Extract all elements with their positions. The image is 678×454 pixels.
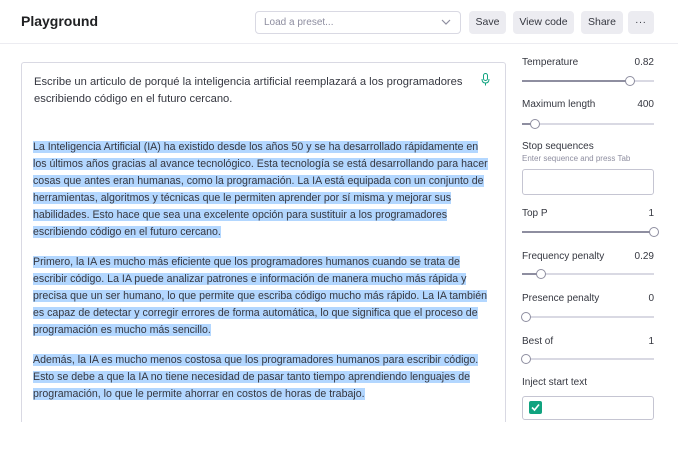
presence-penalty-label: Presence penalty [522,293,600,304]
slider-handle[interactable] [649,227,659,237]
completion-paragraph-1 [33,139,493,241]
frequency-penalty-value[interactable]: 0.29 [634,251,654,262]
frequency-penalty-slider[interactable] [522,273,654,275]
share-button[interactable]: Share [581,11,623,34]
preset-select[interactable] [255,11,461,34]
stop-sequences-input[interactable] [522,169,654,195]
slider-fill [522,80,630,82]
inject-start-checkbox[interactable] [529,401,542,414]
frequency-penalty-label: Frequency penalty [522,251,605,262]
presence-penalty-value[interactable]: 0 [648,293,654,304]
temperature-slider[interactable] [522,80,654,82]
max-length-value[interactable]: 400 [637,99,654,110]
selected-text: Primero, la IA es mucho más eficiente que los programadores humanos cuando se trata de escribir código. La IA puede analizar patrones e información de manera mucho más rápida y precisa que un ser humano, lo que permite que escriba código mucho más rápido. La IA también es capaz de detectar y corregir errores de forma automática, lo que significa que el proceso de programación es mucho más sencillo. [33,256,488,336]
prompt-editor[interactable] [21,62,506,422]
slider-handle[interactable] [530,119,540,129]
slider-handle[interactable] [536,269,546,279]
view-code-button[interactable]: View code [513,11,574,34]
best-of-value[interactable]: 1 [648,336,654,347]
selected-text: La Inteligencia Artificial (IA) ha existido desde los años 50 y se ha desarrollado rápidamente en los últimos años gracias al avance tecnológico. Esta tecnología se está desarrollando para hacer cosas que antes eran humanas, como la programación. La IA está equipada con un conjunto de herramientas, algoritmos y técnicas que le permiten aprender por sí misma y mejorar sus habilidades. Esto hace que sea una excelente opción para sustituir a los programadores escribiendo código en el futuro cercano. [33,141,488,238]
max-length-slider[interactable] [522,123,654,125]
inject-start-input[interactable] [522,396,654,420]
slider-fill [522,231,654,233]
prompt-text: Escribe un articulo de porqué la inteligencia artificial reemplazará a los programadores escribiendo código en el futuro cercano. [34,76,463,105]
stop-sequences-hint: Enter sequence and press Tab [522,154,631,163]
temperature-label: Temperature [522,57,579,68]
header-bar [0,0,678,44]
selected-text: Además, la IA es mucho menos costosa que los programadores humanos para escribir código. Esto se debe a que la IA no tiene necesidad de pasar tanto tiempo aprendiendo lenguajes de programación, lo que le permite ahorrar en costos de horas de trabajo. [33,354,479,400]
presence-penalty-slider[interactable] [522,316,654,318]
slider-handle[interactable] [625,76,635,86]
preset-placeholder: Load a preset... [264,17,334,28]
stop-sequences-label: Stop sequences [522,141,594,152]
inject-start-label: Inject start text [522,377,588,388]
slider-handle[interactable] [521,312,531,322]
best-of-label: Best of [522,336,554,347]
microphone-icon[interactable] [481,73,490,86]
top-p-label: Top P [522,208,548,219]
temperature-value[interactable]: 0.82 [634,57,654,68]
completion-paragraph-3 [33,352,493,403]
save-button[interactable]: Save [469,11,506,34]
slider-handle[interactable] [521,354,531,364]
page-title: Playground [21,13,99,29]
best-of-slider[interactable] [522,358,654,360]
top-p-value[interactable]: 1 [648,208,654,219]
max-length-label: Maximum length [522,99,596,110]
chevron-down-icon [441,17,451,27]
completion-paragraph-2 [33,254,493,339]
top-p-slider[interactable] [522,231,654,233]
more-options-label: ... [635,15,647,26]
check-icon [531,403,540,412]
more-options-button[interactable] [628,11,654,34]
